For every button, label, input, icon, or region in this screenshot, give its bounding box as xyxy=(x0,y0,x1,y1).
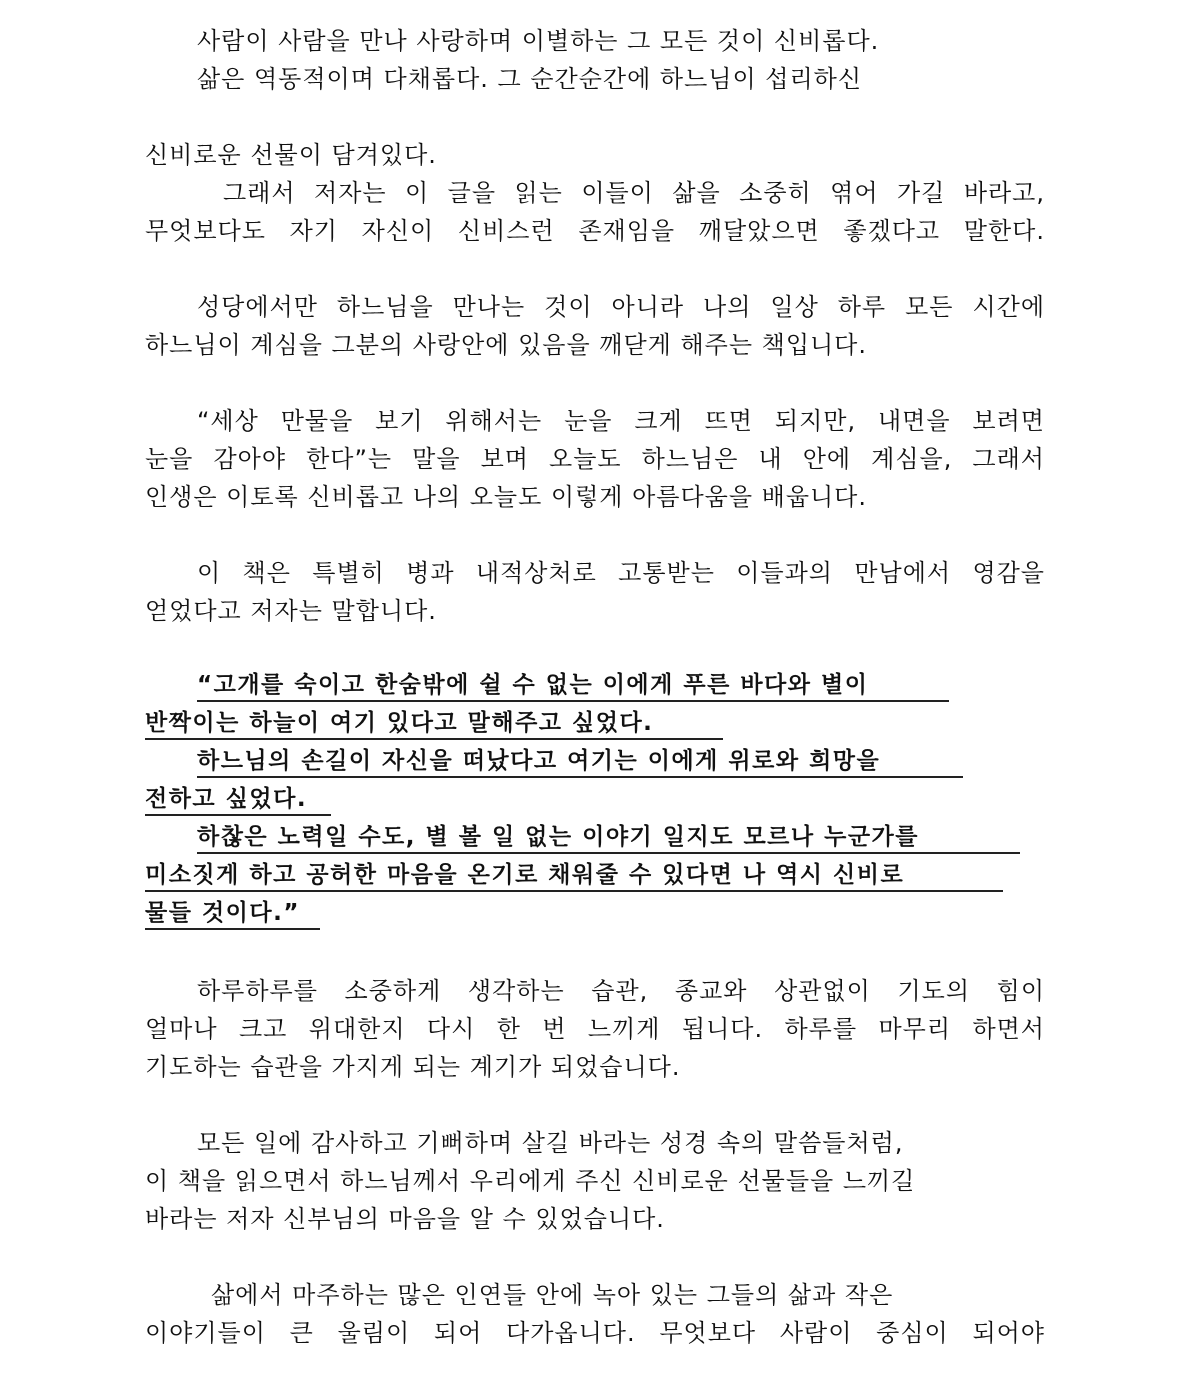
para2-line-2: 눈을 감아야 한다”는 말을 보며 오늘도 하느님은 내 안에 계심을, 그래서 xyxy=(145,445,1045,473)
quote-line-6: 미소짓게 하고 공허한 마음을 온기로 채워줄 수 있다면 나 역시 신비로 xyxy=(145,862,905,888)
para5-line-1: 모든 일에 감사하고 기뻐하며 살길 바라는 성경 속의 말씀들처럼, xyxy=(197,1129,904,1157)
quote-line-7: 물들 것이다.” xyxy=(145,900,300,926)
para6-line-2: 이야기들이 큰 울림이 되어 다가옵니다. 무엇보다 사람이 중심이 되어야 xyxy=(145,1319,1045,1347)
quote-underline-5 xyxy=(197,852,1020,854)
quote-underline-7 xyxy=(145,928,320,930)
para3-line-2: 얻었다고 저자는 말합니다. xyxy=(145,597,437,625)
intro-line-5: 무엇보다도 자기 자신이 신비스런 존재임을 깨달았으면 좋겠다고 말한다. xyxy=(145,217,1045,245)
intro-line-4: 그래서 저자는 이 글을 읽는 이들이 삶을 소중히 엮어 가길 바라고, xyxy=(223,179,1045,207)
intro-line-3: 신비로운 선물이 담겨있다. xyxy=(145,141,437,169)
quote-underline-1 xyxy=(197,700,949,702)
quote-underline-3 xyxy=(197,776,963,778)
quote-line-5: 하찮은 노력일 수도, 별 볼 일 없는 이야기 일지도 모르나 누군가를 xyxy=(197,824,919,850)
para4-line-1: 하루하루를 소중하게 생각하는 습관, 종교와 상관없이 기도의 힘이 xyxy=(197,977,1045,1005)
quote-underline-6 xyxy=(145,890,1003,892)
quote-line-4: 전하고 싶었다. xyxy=(145,786,308,812)
para5-line-3: 바라는 저자 신부님의 마음을 알 수 있었습니다. xyxy=(145,1205,665,1233)
para6-line-1: 삶에서 마주하는 많은 인연들 안에 녹아 있는 그들의 삶과 작은 xyxy=(211,1281,894,1309)
quote-underline-2 xyxy=(145,738,723,740)
intro-line-1: 사람이 사람을 만나 사랑하며 이별하는 그 모든 것이 신비롭다. xyxy=(197,27,880,55)
para4-line-2: 얼마나 크고 위대한지 다시 한 번 느끼게 됩니다. 하루를 마무리 하면서 xyxy=(145,1015,1045,1043)
para2-line-1: “세상 만물을 보기 위해서는 눈을 크게 뜨면 되지만, 내면을 보려면 xyxy=(197,407,1045,435)
para5-line-2: 이 책을 읽으면서 하느님께서 우리에게 주신 신비로운 선물들을 느끼길 xyxy=(145,1167,916,1195)
para1-line-1: 성당에서만 하느님을 만나는 것이 아니라 나의 일상 하루 모든 시간에 xyxy=(197,293,1045,321)
intro-line-2: 삶은 역동적이며 다채롭다. 그 순간순간에 하느님이 섭리하신 xyxy=(197,65,863,93)
quote-line-1: “고개를 숙이고 한숨밖에 쉴 수 없는 이에게 푸른 바다와 별이 xyxy=(197,672,869,698)
quote-line-2: 반짝이는 하늘이 여기 있다고 말해주고 싶었다. xyxy=(145,710,654,736)
quote-line-3: 하느님의 손길이 자신을 떠났다고 여기는 이에게 위로와 희망을 xyxy=(197,748,881,774)
para2-line-3: 인생은 이토록 신비롭고 나의 오늘도 이렇게 아름다움을 배웁니다. xyxy=(145,483,867,511)
quote-underline-4 xyxy=(145,814,331,816)
para4-line-3: 기도하는 습관을 가지게 되는 계기가 되었습니다. xyxy=(145,1053,681,1081)
para1-line-2: 하느님이 계심을 그분의 사랑안에 있음을 깨닫게 해주는 책입니다. xyxy=(145,331,867,359)
para3-line-1: 이 책은 특별히 병과 내적상처로 고통받는 이들과의 만남에서 영감을 xyxy=(197,559,1045,587)
